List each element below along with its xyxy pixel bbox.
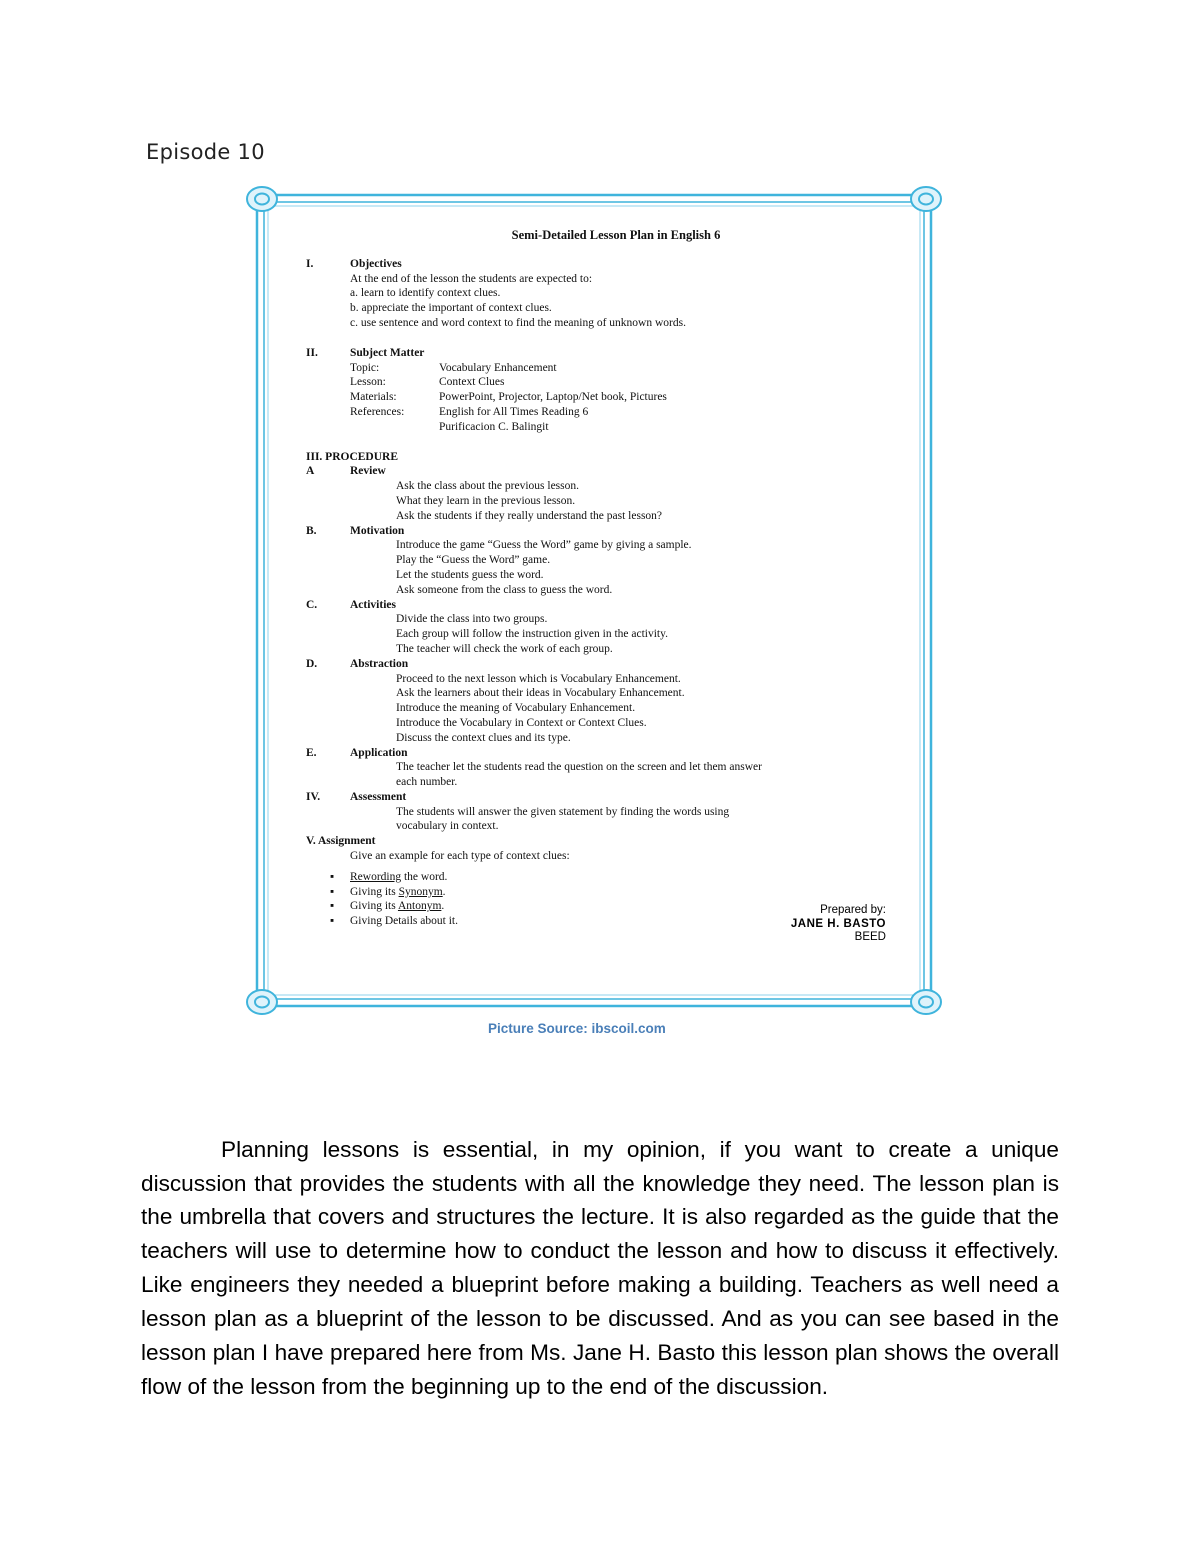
section-number: IV. <box>306 790 321 803</box>
procedure-section-activities <box>306 598 886 613</box>
subject-row <box>350 375 886 390</box>
section-number: I. <box>306 257 314 270</box>
subject-value: PowerPoint, Projector, Laptop/Net book, Pictures <box>439 391 667 404</box>
procedure-heading: III. PROCEDURE <box>306 450 399 463</box>
procedure-line: The teacher let the students read the question on the screen and let them answer <box>396 761 762 774</box>
objective-line: b. appreciate the important of context clues. <box>350 302 552 315</box>
subject-row <box>350 390 886 405</box>
procedure-section-heading: Application <box>350 746 408 759</box>
bullet-icon: ▪ <box>330 900 335 913</box>
subject-value: Context Clues <box>439 376 505 389</box>
section-heading: Subject Matter <box>350 346 425 359</box>
subject-key: Materials: <box>350 391 397 404</box>
procedure-line: Let the students guess the word. <box>396 568 544 581</box>
procedure-section-abstraction <box>306 657 886 672</box>
assessment-heading-row <box>306 790 886 805</box>
procedure-line: Ask the students if they really understand the past lesson? <box>396 509 663 522</box>
subject-value: English for All Times Reading 6 <box>439 405 589 418</box>
procedure-line: Play the “Guess the Word” game. <box>396 554 551 567</box>
list-item: ▪ Giving its Antonym. <box>330 900 445 913</box>
procedure-line: The teacher will check the work of each group. <box>396 642 613 655</box>
assessment-line: The students will answer the given statement by finding the words using <box>396 805 730 818</box>
prepared-by-block <box>791 904 886 945</box>
lesson-plan-figure <box>244 182 944 1022</box>
procedure-section-heading: Motivation <box>350 524 405 537</box>
reference-author: Purificacion C. Balingit <box>439 420 549 433</box>
procedure-line: What they learn in the previous lesson. <box>396 494 576 507</box>
figure-caption: Picture Source: ibscoil.com <box>488 1021 666 1036</box>
procedure-section-application <box>306 746 886 761</box>
list-item: ▪ Rewording the word. <box>330 870 448 883</box>
section-heading: Assessment <box>350 790 407 803</box>
objectives-heading-row <box>306 257 886 272</box>
bullet-icon: ▪ <box>330 885 335 898</box>
episode-label: Episode 10 <box>146 140 265 164</box>
assignment-heading: V. Assignment <box>306 835 376 848</box>
procedure-line: Divide the class into two groups. <box>396 613 548 626</box>
procedure-line: Introduce the game “Guess the Word” game by giving a sample. <box>396 539 692 552</box>
subject-key: Lesson: <box>350 376 386 389</box>
essay-paragraph: Planning lessons is essential, in my opinion, if you want to create a unique discussion that provides the students with all the knowledge they need. The lesson plan is the umbrella that covers and structures the lecture. It is also regarded as the guide that the teachers will use to determine how to conduct the lesson and how to discuss it effectively. Like engineers they needed a blueprint before making a building. Teachers as well need a lesson plan as a blueprint of the lesson to be discussed. And as you can see based in the lesson plan I have prepared here from Ms. Jane H. Basto this lesson plan shows the overall flow of the lesson from the beginning up to the end of the discussion. <box>141 1136 1059 1399</box>
procedure-line: Discuss the context clues and its type. <box>396 731 571 744</box>
preparer-degree: BEED <box>854 931 886 943</box>
assignment-intro: Give an example for each type of context clues: <box>350 850 570 863</box>
subject-value: Vocabulary Enhancement <box>439 361 557 374</box>
procedure-line: Each group will follow the instruction given in the activity. <box>396 628 669 641</box>
lesson-plan-title: Semi-Detailed Lesson Plan in English 6 <box>511 228 721 242</box>
procedure-section-heading: Activities <box>350 598 396 611</box>
procedure-section-motivation <box>306 524 886 539</box>
subject-key: Topic: <box>350 361 380 374</box>
subject-matter-heading-row <box>306 346 886 361</box>
assessment-line: vocabulary in context. <box>396 820 499 833</box>
procedure-line: Introduce the Vocabulary in Context or Context Clues. <box>396 716 647 729</box>
preparer-name: JANE H. BASTO <box>790 917 886 930</box>
procedure-section-review <box>306 464 886 479</box>
procedure-line: Proceed to the next lesson which is Vocabulary Enhancement. <box>396 672 681 685</box>
subject-key: References: <box>350 405 405 418</box>
subject-row <box>350 405 886 420</box>
lesson-plan-body <box>306 228 886 929</box>
list-item: ▪ Giving its Synonym. <box>330 885 446 898</box>
prepared-label: Prepared by: <box>820 904 886 916</box>
section-number: II. <box>306 346 318 359</box>
procedure-line: Ask the learners about their ideas in Vocabulary Enhancement. <box>396 687 685 700</box>
bullet-icon: ▪ <box>330 915 335 928</box>
section-letter: D. <box>306 657 318 670</box>
procedure-line: Ask someone from the class to guess the word. <box>396 583 613 596</box>
section-letter: C. <box>306 598 318 611</box>
section-letter: A <box>306 465 315 478</box>
section-letter: B. <box>306 524 317 537</box>
list-item: ▪ Giving Details about it. <box>330 915 458 928</box>
section-letter: E. <box>306 746 317 759</box>
objective-line: At the end of the lesson the students are expected to: <box>350 272 593 285</box>
subject-row <box>350 361 886 376</box>
procedure-line: each number. <box>396 776 458 789</box>
bullet-icon: ▪ <box>330 870 335 883</box>
procedure-section-heading: Abstraction <box>350 657 409 670</box>
procedure-line: Introduce the meaning of Vocabulary Enhancement. <box>396 702 636 715</box>
section-heading: Objectives <box>350 257 402 270</box>
objective-line: a. learn to identify context clues. <box>350 287 501 300</box>
objective-line: c. use sentence and word context to find the meaning of unknown words. <box>350 316 686 329</box>
procedure-section-heading: Review <box>350 465 386 478</box>
procedure-line: Ask the class about the previous lesson. <box>396 480 580 493</box>
